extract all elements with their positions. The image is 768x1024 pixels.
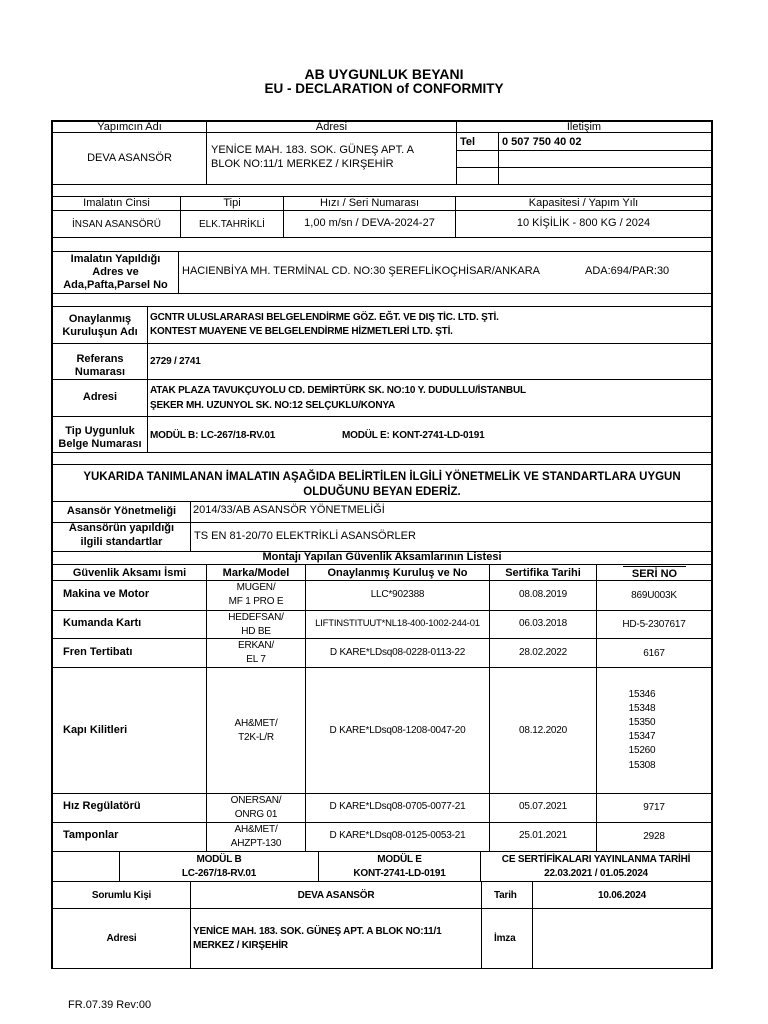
- header-safety-serial: SERİ NO: [631, 568, 678, 580]
- standards-label-line1: Asansörün yapıldığı: [68, 522, 175, 534]
- manufacturer-address-line1: YENİCE MAH. 183. SOK. GÜNEŞ APT. A: [211, 144, 414, 156]
- header-contact: İletişim: [566, 121, 602, 133]
- safety-row-serial: 6167: [643, 648, 665, 659]
- safety-row-name: Kapı Kilitleri: [63, 724, 128, 736]
- safety-row-date: 08.08.2019: [518, 589, 568, 600]
- safety-row-serial: 15348: [628, 703, 656, 714]
- safety-row-date: 05.07.2021: [518, 801, 568, 812]
- header-safety-body: Onaylanmış Kuruluş ve No: [327, 567, 468, 579]
- product-capacity: 10 KİŞİLİK - 800 KG / 2024: [516, 217, 651, 229]
- safety-row-model: AHZPT-130: [230, 838, 282, 849]
- safety-row-body: D KARE*LDsq08-0228-0113-22: [329, 647, 466, 658]
- reference-label-line2: Numarası: [74, 366, 126, 378]
- certificate-label-line2: Belge Numarası: [58, 438, 142, 450]
- safety-row-name: Fren Tertibatı: [63, 646, 133, 658]
- safety-row-model: EL 7: [246, 654, 266, 665]
- reference-number: 2729 / 2741: [150, 356, 201, 367]
- form-code: FR.07.39 Rev:00: [68, 999, 152, 1011]
- safety-row-serial: 15260: [628, 745, 656, 756]
- safety-row-body: LLC*902388: [370, 589, 425, 600]
- ce-date-label: CE SERTİFİKALARI YAYINLANMA TARİHİ: [501, 854, 691, 865]
- notified-name-line2: KONTEST MUAYENE VE BELGELENDİRME HİZMETLERİ LTD. ŞTİ.: [150, 326, 453, 337]
- safety-row-name: Hız Regülatörü: [63, 800, 141, 812]
- module-b-label: MODÜL B: [196, 854, 242, 865]
- safety-row-name: Kumanda Kartı: [63, 617, 142, 629]
- header-product-capacity: Kapasitesi / Yapım Yılı: [528, 197, 639, 209]
- certificate-module-b: MODÜL B: LC-267/18-RV.01: [150, 430, 276, 441]
- manufacturer-name: DEVA ASANSÖR: [87, 152, 172, 164]
- certificate-label-line1: Tip Uygunluk: [65, 425, 135, 437]
- safety-row-date: 25.01.2021: [518, 830, 568, 841]
- tel-label: Tel: [460, 136, 476, 148]
- safety-row-model: HD BE: [241, 626, 271, 637]
- site-label-line3: Ada,Pafta,Parsel No: [63, 279, 168, 291]
- safety-row-serial: 2928: [643, 831, 665, 842]
- module-b-value: LC-267/18-RV.01: [181, 868, 257, 879]
- safety-row-model: ONRG 01: [234, 809, 278, 820]
- module-e-value: KONT-2741-LD-0191: [353, 868, 446, 879]
- signoff-address-line1: YENİCE MAH. 183. SOK. GÜNEŞ APT. A BLOK NO:11/1: [193, 926, 442, 937]
- header-safety-item: Güvenlik Aksamı İsmi: [72, 567, 187, 579]
- signature-area: [534, 910, 710, 967]
- directive-value: 2014/33/AB ASANSÖR YÖNETMELİĞİ: [193, 504, 385, 516]
- tel-number: 0 507 750 40 02: [502, 136, 582, 148]
- notified-label-line1: Onaylanmış: [68, 313, 132, 325]
- notified-address-line1: ATAK PLAZA TAVUKÇUYOLU CD. DEMİRTÜRK SK. NO:10 Y. DUDULLU/İSTANBUL: [150, 385, 526, 396]
- manufacturer-address-line2: BLOK NO:11/1 MERKEZ / KIRŞEHİR: [211, 158, 394, 170]
- signoff-address-label: Adresi: [106, 933, 137, 944]
- site-address: HACIENBİYA MH. TERMİNAL CD. NO:30 ŞEREFLİKOÇHİSAR/ANKARA: [182, 265, 540, 277]
- site-label-line1: Imalatın Yapıldığı: [70, 253, 161, 265]
- safety-row-brand: AH&MET/: [234, 824, 278, 835]
- site-label-line2: Adres ve: [92, 266, 139, 278]
- safety-row-model: MF 1 PRO E: [228, 596, 284, 607]
- safety-row-serial: 15350: [628, 717, 656, 728]
- notified-label-line2: Kuruluşun Adı: [62, 326, 138, 338]
- responsible-label: Sorumlu Kişi: [91, 890, 152, 901]
- header-safety-brand: Marka/Model: [222, 567, 290, 579]
- reference-label-line1: Referans: [76, 353, 124, 365]
- date-value: 10.06.2024: [597, 890, 647, 901]
- header-product-type: Imalatın Cinsi: [83, 197, 150, 209]
- safety-row-serial: 15346: [628, 689, 656, 700]
- safety-row-date: 08.12.2020: [518, 725, 568, 736]
- responsible-person: DEVA ASANSÖR: [297, 890, 375, 901]
- safety-row-body: LIFTINSTITUUT*NL18-400-1002-244-01: [315, 618, 480, 629]
- title-en: EU - DECLARATION of CONFORMITY: [264, 81, 504, 96]
- product-model: ELK.TAHRİKLİ: [199, 219, 265, 230]
- certificate-module-e: MODÜL E: KONT-2741-LD-0191: [342, 430, 485, 441]
- safety-row-brand: MUGEN/: [236, 582, 276, 593]
- safety-row-date: 28.02.2022: [518, 647, 568, 658]
- notified-address-label: Adresi: [82, 391, 118, 403]
- safety-row-name: Tamponlar: [63, 829, 119, 841]
- safety-row-serial: 15308: [628, 760, 656, 771]
- safety-row-brand: HEDEFSAN/: [228, 612, 284, 623]
- safety-row-serial: 869U003K: [631, 590, 677, 601]
- safety-row-model: T2K-L/R: [238, 732, 274, 743]
- site-parcel: ADA:694/PAR:30: [585, 265, 670, 277]
- title-tr: AB UYGUNLUK BEYANI: [304, 66, 464, 82]
- safety-row-date: 06.03.2018: [518, 618, 568, 629]
- ce-date-value: 22.03.2021 / 01.05.2024: [544, 868, 648, 879]
- safety-row-body: D KARE*LDsq08-0125-0053-21: [329, 830, 466, 841]
- safety-row-brand: ONERSAN/: [230, 795, 282, 806]
- statement-line2: OLDUĞUNU BEYAN EDERİZ.: [303, 486, 461, 498]
- safety-row-body: D KARE*LDsq08-0705-0077-21: [329, 801, 466, 812]
- safety-list-title: Montajı Yapılan Güvenlik Aksamlarının Listesi: [262, 551, 502, 563]
- header-manufacturer-address: Adresi: [315, 121, 348, 133]
- product-speed: 1,00 m/sn / DEVA-2024-27: [304, 217, 435, 229]
- standards-value: TS EN 81-20/70 ELEKTRİKLİ ASANSÖRLER: [194, 530, 416, 542]
- signoff-address-line2: MERKEZ / KIRŞEHİR: [193, 940, 288, 951]
- notified-address-line2: ŞEKER MH. UZUNYOL SK. NO:12 SELÇUKLU/KONYA: [150, 400, 395, 411]
- date-label: Tarih: [494, 890, 517, 901]
- product-type: İNSAN ASANSÖRÜ: [72, 219, 161, 230]
- signature-label: İmza: [494, 933, 516, 944]
- standards-label-line2: ilgili standartlar: [80, 536, 163, 548]
- directive-label: Asansör Yönetmeliği: [66, 505, 177, 517]
- header-manufacturer-name: Yapımcın Adı: [97, 121, 162, 133]
- safety-row-name: Makina ve Motor: [63, 588, 150, 600]
- safety-row-serial: HD-5-2307617: [622, 619, 686, 630]
- header-product-model: Tipi: [223, 197, 241, 209]
- header-product-speed: Hızı / Seri Numarası: [319, 197, 420, 209]
- safety-row-serial: 9717: [643, 802, 665, 813]
- safety-row-brand: ERKAN/: [237, 640, 275, 651]
- notified-name-line1: GCNTR ULUSLARARASI BELGELENDİRME GÖZ. EĞT. VE DIŞ TİC. LTD. ŞTİ.: [150, 312, 499, 323]
- module-e-label: MODÜL E: [377, 854, 422, 865]
- statement-line1: YUKARIDA TANIMLANAN İMALATIN AŞAĞIDA BELİRTİLEN İLGİLİ YÖNETMELİK VE STANDARTLARA UYGUN: [83, 471, 681, 483]
- safety-row-serial: 15347: [628, 731, 656, 742]
- header-safety-date: Sertifika Tarihi: [505, 567, 581, 579]
- safety-row-brand: AH&MET/: [234, 718, 278, 729]
- safety-row-body: D KARE*LDsq08-1208-0047-20: [329, 725, 466, 736]
